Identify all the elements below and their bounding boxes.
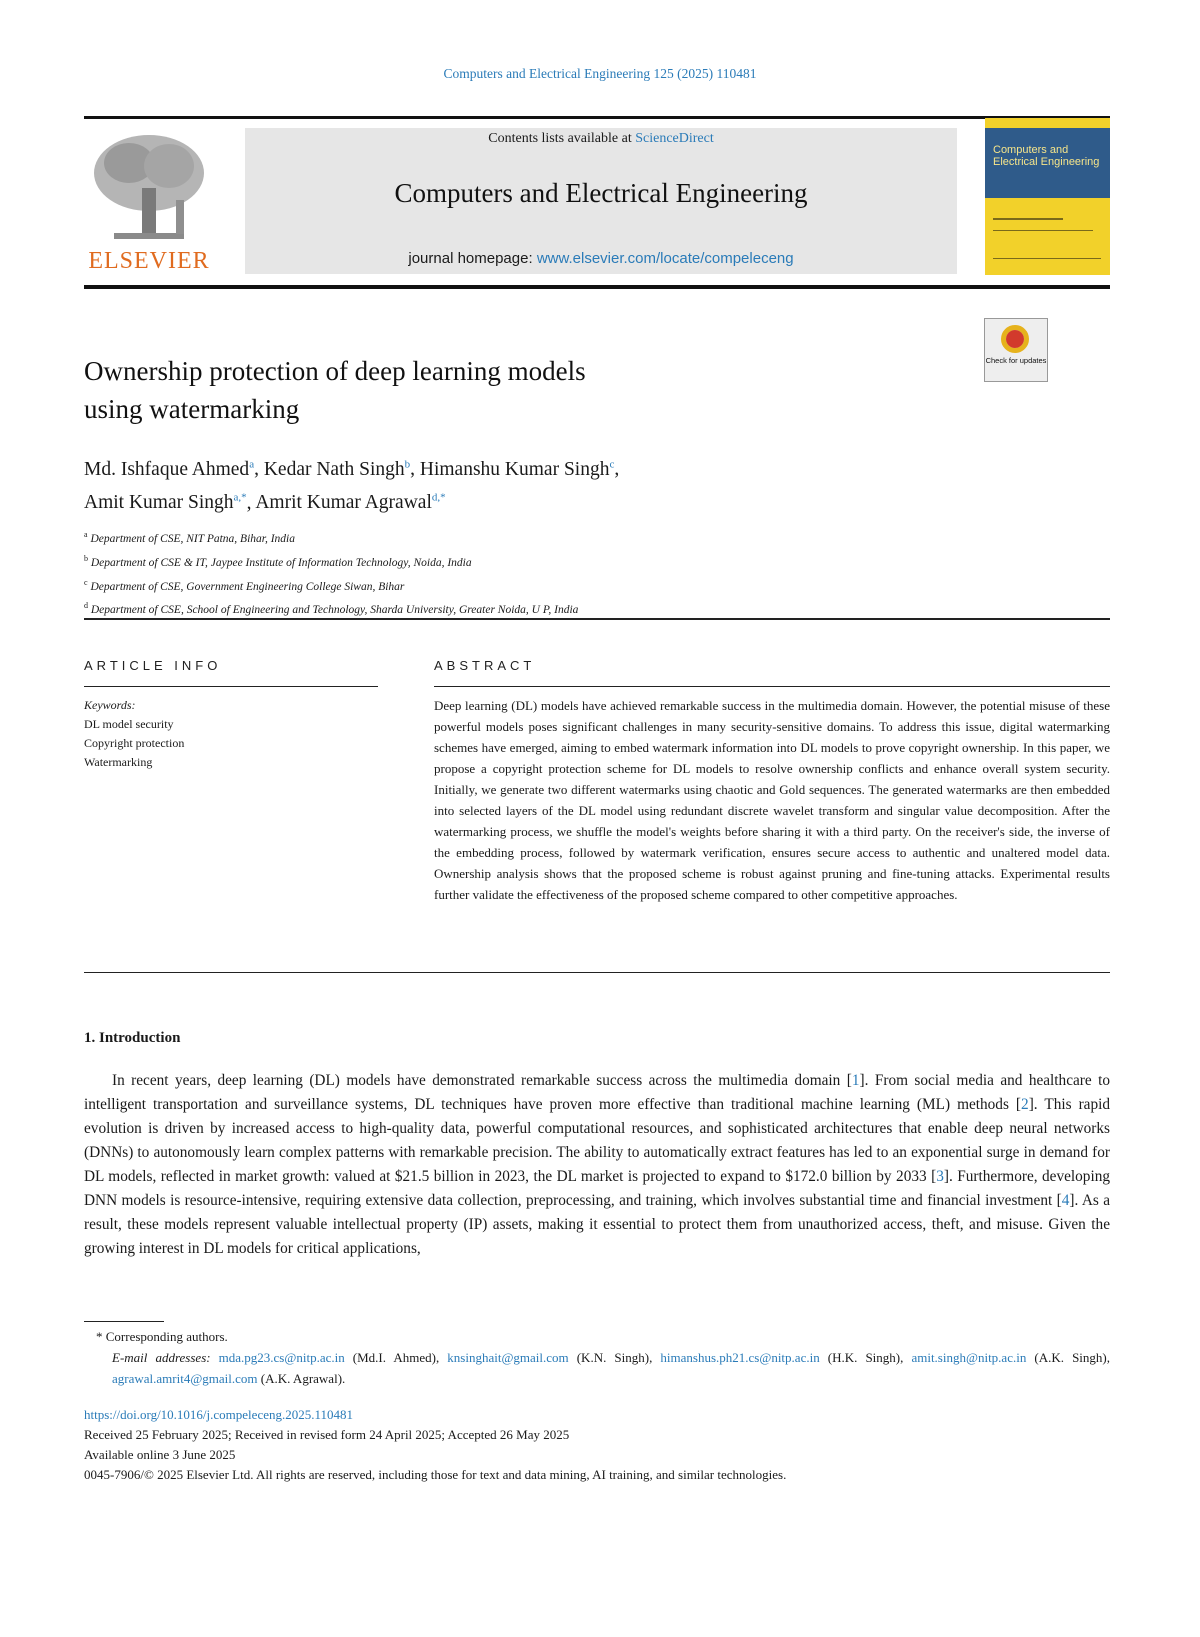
affiliation: [84, 596, 984, 620]
abstract-heading: ABSTRACT: [434, 658, 536, 673]
footnote-rule: [84, 1321, 164, 1322]
journal-cover[interactable]: [985, 118, 1110, 275]
crossmark-center: [1006, 330, 1024, 348]
header-top-rule: [84, 116, 1110, 119]
author-name: Amrit Kumar Agrawal: [255, 492, 432, 513]
email-label: E-mail addresses:: [112, 1350, 219, 1365]
email-owner: (A.K. Agrawal).: [257, 1371, 346, 1386]
citation-link[interactable]: 3: [936, 1168, 944, 1185]
publisher-name: ELSEVIER: [88, 248, 210, 274]
author-name: Md. Ishfaque Ahmed: [84, 458, 250, 480]
homepage-link[interactable]: www.elsevier.com/locate/compeleceng: [536, 250, 794, 267]
intro-text: ]. As a result, these models represent valuable intellectual property (IP) assets, making it essential to protect them from unauthorized access, theft, and misuse. Given the growing interest in DL models for critical applications,: [84, 1192, 1110, 1257]
introduction-paragraph: [84, 1069, 1110, 1261]
keywords-label: Keywords:: [84, 698, 136, 712]
cover-line: [993, 218, 1063, 220]
affiliation-mark: c: [84, 577, 88, 587]
check-for-updates-badge[interactable]: [984, 318, 1048, 382]
author-separator: ,: [246, 492, 256, 513]
author-separator: ,: [410, 458, 420, 480]
citation-link[interactable]: 2: [1021, 1096, 1029, 1113]
doi-link[interactable]: https://doi.org/10.1016/j.compeleceng.2025.110481: [84, 1407, 354, 1422]
footnotes: [84, 1326, 1110, 1389]
author-affil-mark[interactable]: a: [249, 458, 255, 470]
keywords-block: [84, 696, 384, 772]
citation-link[interactable]: 4: [1061, 1192, 1070, 1209]
received-dates: Received 25 February 2025; Received in revised form 24 April 2025; Accepted 26 May 2025: [84, 1427, 570, 1442]
author-affil-mark[interactable]: c: [609, 458, 615, 470]
email-owner: (A.K. Singh),: [1026, 1350, 1110, 1365]
intro-text: ]. From social media and healthcare to intelligent transportation and surveillance systems, DL techniques have proven more effective than traditional machine learning (ML) methods [: [84, 1072, 1110, 1113]
article-title: [84, 352, 844, 428]
email-owner: (K.N. Singh),: [568, 1350, 661, 1365]
affiliation-mark: b: [84, 553, 88, 563]
email-addresses: [84, 1347, 1110, 1389]
title-line: using watermarking: [84, 394, 300, 424]
author[interactable]: [420, 459, 614, 480]
author[interactable]: [264, 459, 410, 480]
author[interactable]: [84, 492, 247, 513]
author-name: Amit Kumar Singh: [84, 492, 234, 513]
header-bottom-rule: [84, 285, 1110, 289]
affiliation-text: Department of CSE & IT, Jaypee Institute of Information Technology, Noida, India: [90, 556, 472, 569]
homepage-line: [245, 250, 957, 267]
crossmark-label: Check for updates: [985, 356, 1047, 365]
author[interactable]: [255, 492, 445, 513]
journal-title: Computers and Electrical Engineering: [394, 178, 808, 208]
homepage-prefix: journal homepage:: [408, 250, 537, 267]
journal-banner: [245, 128, 957, 274]
email-owner: (H.K. Singh),: [819, 1350, 912, 1365]
copyright-line: 0045-7906/© 2025 Elsevier Ltd. All rights are reserved, including those for text and data mining, AI training, and similar technologies.: [84, 1467, 787, 1482]
intro-text: ]. This rapid evolution is driven by increased access to high-quality data, powerful computational resources, and sophisticated architectures that enable deep neural networks (DNNs) to autonomously learn complex patterns with remarkable precision. The ability to automatically extract features has led to an exponential surge in demand for DL models, reflected in market growth: valued at $21.5 billion in 2023, the DL market is projected to expand to $172.0 billion by 2033 [: [84, 1096, 1110, 1185]
corresponding-author-note: * Corresponding authors.: [96, 1329, 228, 1344]
sciencedirect-link[interactable]: ScienceDirect: [635, 131, 714, 146]
abstract-bottom-rule: [84, 972, 1110, 973]
available-online: Available online 3 June 2025: [84, 1447, 236, 1462]
author-affil-mark[interactable]: b: [404, 458, 411, 470]
author[interactable]: [84, 459, 254, 480]
tree-logo-icon: [84, 128, 214, 248]
publication-info: [84, 1405, 1110, 1485]
keyword: Watermarking: [84, 755, 153, 769]
affiliation-list: [84, 525, 984, 620]
citation-link[interactable]: 1: [851, 1072, 860, 1089]
affiliation: [84, 549, 984, 573]
keyword: Copyright protection: [84, 736, 185, 750]
running-head[interactable]: Computers and Electrical Engineering 125 (2025) 110481: [443, 66, 757, 81]
cover-top: [985, 118, 1110, 128]
author-affil-mark[interactable]: d,*: [431, 491, 446, 504]
email-link[interactable]: agrawal.amrit4@gmail.com: [112, 1371, 258, 1386]
email-link[interactable]: himanshus.ph21.cs@nitp.ac.in: [660, 1350, 820, 1365]
affiliation-rule: [84, 618, 1110, 620]
author-list: [84, 450, 1084, 517]
abstract-rule: [434, 686, 1110, 687]
author-separator: ,: [254, 458, 264, 480]
cover-title: Computers and Electrical Engineering: [993, 144, 1100, 168]
abstract-text: Deep learning (DL) models have achieved remarkable success in the multimedia domain. However, the potential misuse of these powerful models poses significant challenges in many security-sensitive domains. To address this issue, digital watermarking schemes have emerged, aiming to embed watermark information into DL models to prove copyright ownership. In this paper, we propose a copyright protection scheme for DL models to resolve ownership conflicts and enhance overall system security. Initially, we generate two different watermarks using chaotic and Gold sequences. The generated watermarks are then embedded into selected layers of the DL model using redundant discrete wavelet transform and singular value decomposition. After the watermarking process, we shuffle the model's weights before sharing it with a third party. On the receiver's side, the inverse of the embedding process, followed by watermark verification, ensures secure access to authentic and unaltered model data. Ownership analysis shows that the proposed scheme is robust against pruning and fine-tuning attacks. Experimental results further validate the effectiveness of the proposed scheme compared to other competitive approaches.: [434, 698, 1110, 902]
article-info-rule: [84, 686, 378, 687]
contents-line: [245, 131, 957, 147]
affiliation-mark: a: [84, 530, 88, 539]
affiliation: [84, 573, 984, 597]
cover-line: [993, 230, 1093, 231]
intro-text: In recent years, deep learning (DL) models have demonstrated remarkable success across the multimedia domain [: [112, 1072, 852, 1089]
title-line: Ownership protection of deep learning models: [84, 356, 586, 386]
article-info-heading: ARTICLE INFO: [84, 658, 222, 673]
author-name: Himanshu Kumar Singh: [419, 458, 610, 480]
contents-prefix: Contents lists available at: [488, 131, 636, 146]
keyword: DL model security: [84, 717, 174, 731]
publisher-logo: [84, 128, 214, 273]
intro-text: ]. Furthermore, developing DNN models is resource-intensive, requiring extensive data collection, preprocessing, and training, which involves substantial time and financial investment [: [84, 1168, 1110, 1209]
email-link[interactable]: amit.singh@nitp.ac.in: [911, 1350, 1027, 1365]
author-name: Kedar Nath Singh: [263, 458, 405, 480]
affiliation-mark: d: [84, 601, 88, 611]
author-affil-mark[interactable]: a,*: [233, 491, 247, 504]
author-separator: ,: [614, 458, 620, 480]
email-link[interactable]: knsinghait@gmail.com: [447, 1350, 569, 1365]
affiliation: [84, 525, 984, 549]
email-owner: (Md.I. Ahmed),: [344, 1350, 448, 1365]
affiliation-text: Department of CSE, Government Engineering College Siwan, Bihar: [90, 580, 405, 593]
section-heading-introduction: 1. Introduction: [84, 1030, 181, 1046]
cover-line: [993, 258, 1101, 259]
affiliation-text: Department of CSE, NIT Patna, Bihar, India: [90, 532, 295, 545]
affiliation-text: Department of CSE, School of Engineering and Technology, Sharda University, Greater Noida, U P, India: [90, 604, 579, 617]
email-link[interactable]: mda.pg23.cs@nitp.ac.in: [218, 1350, 345, 1365]
